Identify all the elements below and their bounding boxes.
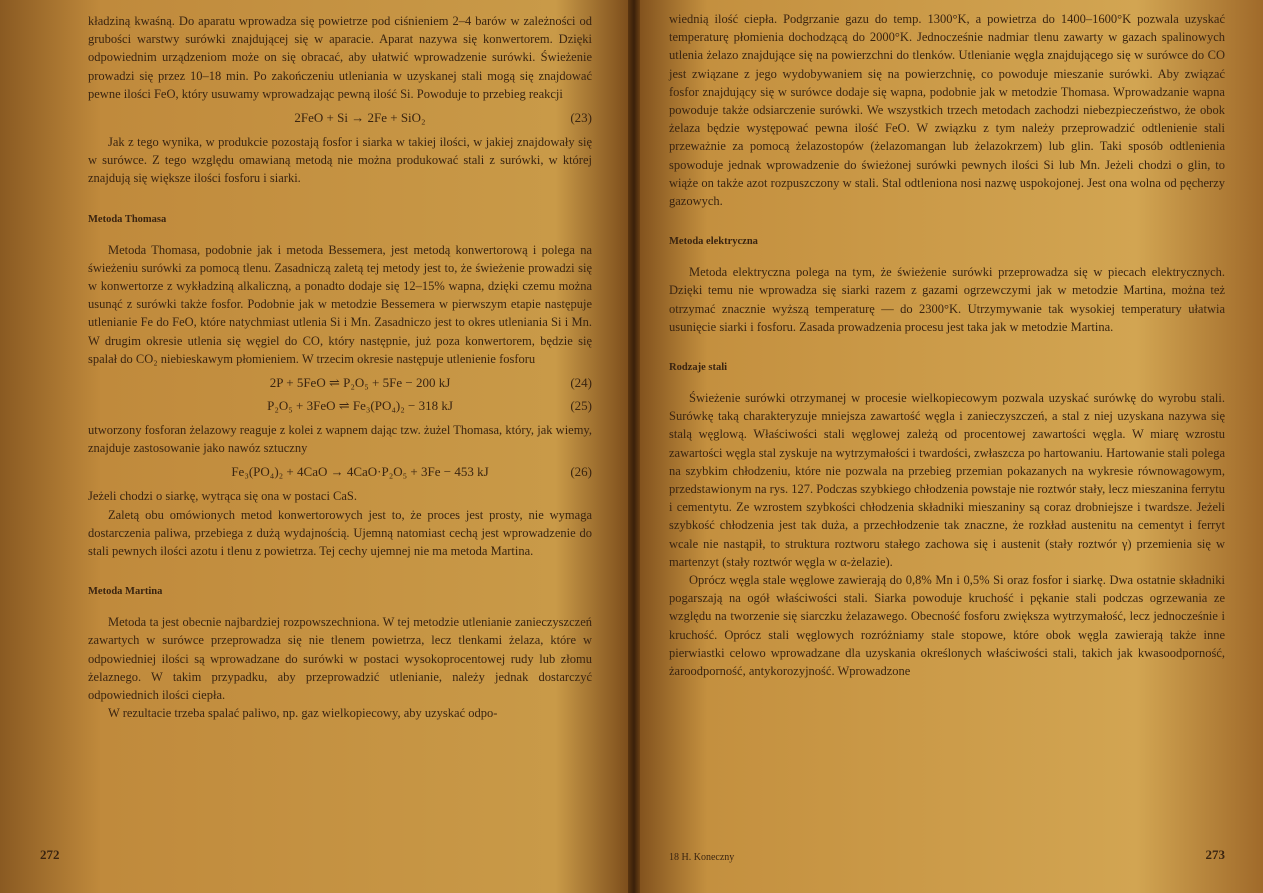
equation-24 bbox=[88, 375, 592, 391]
paragraph: Jak z tego wynika, w produkcie pozostają fosfor i siarka w takiej ilości, w jakiej znajdowały się w surówce. Z tego względu omawianą metodą nie można produkować stali z surówki, w której znajdują się większe ilości fosforu i siarki. bbox=[88, 135, 592, 186]
equation-formula: Fe₃(PO₄)₂ + 4CaO → 4CaO·P₂O₅ + 3Fe − 453 kJ bbox=[231, 464, 489, 480]
paragraph: Zaletą obu omówionych metod konwertorowych jest to, że proces jest prosty, nie wymaga dostarczenia paliwa, przebiega z dużą wydajnością. Ujemną natomiast cechą jest wprowadzenie do stali pewnych ilości azotu i tlenu z powietrza. Tej cechy ujemnej nie ma metoda Martina. bbox=[88, 507, 592, 559]
paragraph: utworzony fosforan żelazowy reaguje z kolei z wapnem dając tzw. żużel Thomasa, który, jak wiemy, znajduje zastosowanie jako nawóz sztuczny bbox=[88, 423, 592, 456]
equation-number: (26) bbox=[570, 464, 592, 480]
page-number-left: 272 bbox=[40, 847, 60, 862]
paragraph: Świeżenie surówki otrzymanej w procesie wielkopiecowym pozwala uzyskać surówkę do wyrobu stali. Surówkę taką charakteryzuje mniejsza zawartość węgla i zanieczyszczeń, a stal z niej uzyskana nazywa się stalą węglową. Właściwości stali węglowej zależą od procentowej zawartości węgla. W miarę wzrostu zawartości węgla stal zyskuje na wytrzymałości i twardości, zwłaszcza po hartowaniu. Hartowanie stali polega na szybkim chłodzeniu, które nie pozwala na przebieg przemian pokazanych na wykresie równowagowym, przedstawionym na rys. 127. Podczas szybkiego chłodzenia powstaje nie roztwór stały, lecz mieszanina ferrytu i cementytu. Ze wzrostem szybkości chłodzenia składniki mieszaniny są coraz drobniejsze i twardsze. Jeżeli szybkość chłodzenia jest tak duża, a przechłodzenie tak znaczne, że rozkład austenitu na cementyt i ferryt wcale nie nastąpił, to struktura roztworu stałego zachowa się i austenit (stały roztwór γ) przemienia się w martenzyt (stały roztwór węgla w α-żelazie). bbox=[669, 391, 1225, 569]
printer-signature: 18 H. Koneczny bbox=[669, 852, 735, 863]
paragraph: wiednią ilość ciepła. Podgrzanie gazu do temp. 1300°K, a powietrza do 1400–1600°K pozwala uzyskać temperaturę płomienia dochodzącą do 2000°K. Jednocześnie nadmiar tlenu zawarty w gazach spalinowych utlenia żelazo znajdujące się na powierzchni do tlenków. Utlenianie węgla znajdującego się w surówce do CO jest związane z jego wydobywaniem się na powierzchnię, co powoduje mieszanie surówki. Aby związać fosfor znajdujący się w surówce dodaje się wapna, podobnie jak w metodzie Thomasa. Wprowadzanie wapna powoduje także odsiarczenie surówki. We wszystkich trzech metodach zachodzi niebezpieczeństwo, że obok żelaza będzie występować pewna ilość FeO. W związku z tym należy przeprowadzić odtlenienie stali przeważnie za pomocą żelazostopów (żelazomangan lub żelazokrzem) lub glin. Taki sposób odtlenienia spowoduje jednak wprowadzenie do świeżonej surówki pewnych ilości Si lub Mn. Jeżeli chodzi o glin, to wiąże on także azot rozpuszczony w stali. Stal odtleniona nosi nazwę uspokojonej. Jest ona wolna od pęcherzy gazowych. bbox=[669, 12, 1225, 209]
equation-number: (24) bbox=[570, 375, 592, 391]
paragraph: W rezultacie trzeba spalać paliwo, np. gaz wielkopiecowy, aby uzyskać odpo- bbox=[108, 706, 498, 721]
paragraph: Oprócz węgla stale węglowe zawierają do 0,8% Mn i 0,5% Si oraz fosfor i siarkę. Dwa ostatnie składniki pogarszają na ogół właściwości stali. Siarka powoduje kruchość i pękanie stali podczas ogrzewania ze względu na tworzenie się siarczku żelazawego. Obecność fosforu zwiększa wytrzymałość, lecz jednocześnie i kruchość. Oprócz stali węglowych rozróżniamy stale stopowe, które obok węgla zawierają także inne pierwiastki celowo wprowadzane dla uzyskania określonych właściwości stali, takich jak kwasoodporność, żaroodporność, antykorozyjność. Wprowadzone bbox=[669, 573, 1225, 679]
equation-formula: 2P + 5FeO ⇌ P₂O₅ + 5Fe − 200 kJ bbox=[269, 375, 451, 391]
paragraph: Metoda Thomasa, podobnie jak i metoda Bessemera, jest metodą konwertorową i polega na świeżeniu surówki za pomocą tlenu. Zasadniczą zaletą tej metody jest to, że świeżenie prowadzi się w konwertorze z wykładziną alkaliczną, a ponadto dodaje się 12–15% wapna, dzięki czemu można usunąć z surówki także fosfor. Podobnie jak w metodzie Bessemera w pierwszym etapie następuje utlenianie Fe do FeO, które natychmiast utlenia Si i Mn. Zasadniczo jest to okres utleniania Si i Mn. W drugim okresie utlenia się węgiel do CO, który następnie, już poza konwertorem, będzie się spalał do CO₂ niebieskawym płomieniem. W trzecim okresie następuje utlenienie fosforu bbox=[88, 242, 592, 366]
section-heading-elektryczna: Metoda elektryczna bbox=[669, 236, 758, 248]
equation-23 bbox=[88, 110, 592, 126]
right-page bbox=[637, 0, 1263, 893]
equation-number: (23) bbox=[570, 110, 592, 126]
section-heading-thomas: Metoda Thomasa bbox=[88, 213, 167, 225]
equation-formula: 2FeO + Si → 2Fe + SiO₂ bbox=[294, 110, 426, 126]
section-heading-martina: Metoda Martina bbox=[88, 586, 163, 598]
equation-25 bbox=[88, 398, 592, 414]
equation-formula: P₂O₅ + 3FeO ⇌ Fe₃(PO₄)₂ − 318 kJ bbox=[267, 398, 453, 414]
paragraph: kładziną kwaśną. Do aparatu wprowadza się powietrze pod ciśnieniem 2–4 barów w zależności od grubości warstwy surówki znajdującej się w aparacie. Aparat nazywa się konwertorem. Dzięki odpowiednim urządzeniom może on się obracać, aby ułatwić wprowadzenie surówki. Świeżenie prowadzi się przez 10–18 min. Po zakończeniu utleniania w uzyskanej stali mogą się znajdować pewne ilości FeO, który usuwamy wprowadzając pewną ilość Si. Powoduje to przebieg reakcji bbox=[88, 14, 592, 101]
paragraph: Jeżeli chodzi o siarkę, wytrąca się ona w postaci CaS. bbox=[88, 489, 358, 504]
equation-26 bbox=[88, 464, 592, 480]
page-number-right: 273 bbox=[1205, 847, 1225, 862]
equation-number: (25) bbox=[570, 398, 592, 414]
paragraph: Metoda elektryczna polega na tym, że świeżenie surówki przeprowadza się w piecach elektrycznych. Dzięki temu nie wprowadza się siarki razem z gazami ogrzewczymi jak w metodzie Martina, można też otrzymać znacznie wyższą temperaturę — do 2300°K. Utrzymywanie tak wysokiej temperatury ułatwia usunięcie siarki i fosforu. Zasada prowadzenia procesu jest taka jak w metodzie Martina. bbox=[669, 265, 1225, 334]
section-heading-rodzaje-stali: Rodzaje stali bbox=[669, 362, 728, 374]
paragraph: Metoda ta jest obecnie najbardziej rozpowszechniona. W tej metodzie utlenianie zanieczyszczeń zawartych w surówce przeprowadza się nie tlenem powietrza, lecz tlenkami żelaza, które w odpowiedniej ilości są wprowadzane do surówki w postaci wysokoprocentowej rudy lub złomu żelaznego. W takim przypadku, aby przeprowadzić utlenianie, należy jednak dostarczyć odpowiednich ilości ciepła. bbox=[88, 615, 592, 703]
